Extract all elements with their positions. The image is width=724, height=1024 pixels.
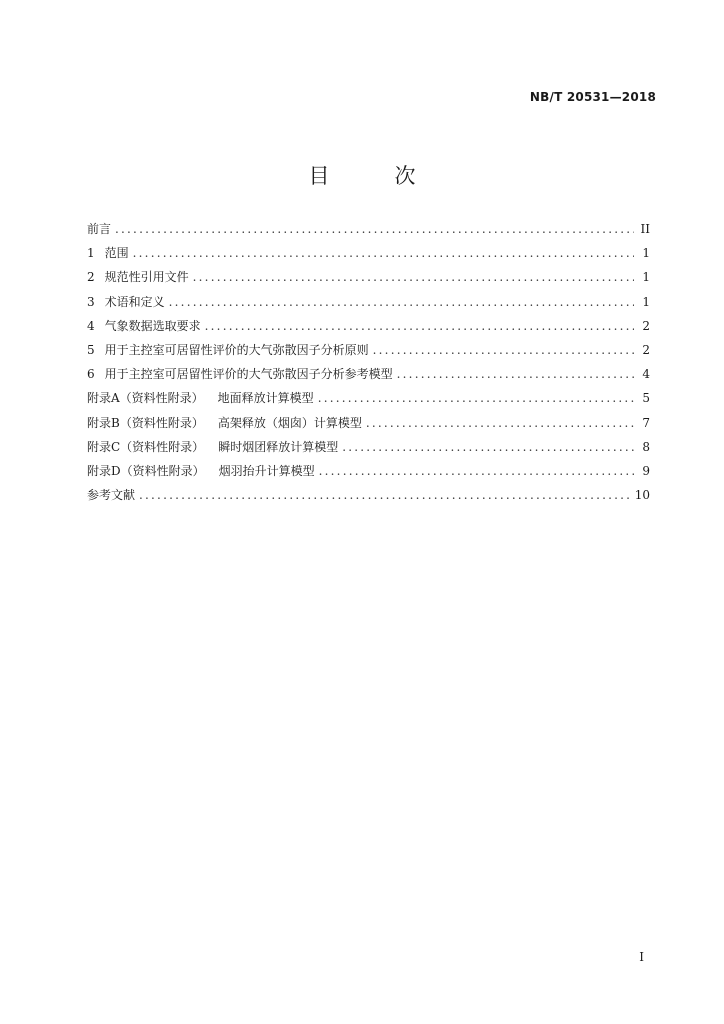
page-number: I [639, 950, 644, 964]
toc-entry-normative-references[interactable] [87, 268, 650, 292]
toc-entry-label [87, 486, 135, 503]
table-of-contents [87, 220, 650, 510]
toc-entry-label [87, 365, 393, 382]
toc-entry-page: 5 [642, 391, 650, 406]
toc-entry-page: 9 [642, 463, 650, 478]
toc-entry-page: 4 [642, 367, 650, 382]
toc-entry-analysis-principles[interactable] [87, 341, 650, 365]
toc-entry-label [87, 220, 111, 237]
toc-entry-title: 用于主控室可居留性评价的大气弥散因子分析参考模型 [104, 367, 393, 382]
toc-entry-label [87, 268, 189, 285]
toc-entry-label [87, 244, 129, 261]
toc-entry-scope[interactable] [87, 244, 650, 268]
page-title: 目 次 [308, 164, 438, 188]
toc-leader-dots [342, 440, 634, 454]
toc-entry-label [87, 462, 315, 479]
toc-entry-number: 6 [87, 367, 95, 382]
toc-entry-page: 1 [642, 246, 650, 261]
toc-entry-number: 5 [87, 342, 95, 357]
toc-entry-label [87, 389, 314, 406]
toc-entry-meteorological-data[interactable] [87, 317, 650, 341]
toc-entry-title: 气象数据选取要求 [104, 318, 201, 333]
toc-entry-label [87, 293, 165, 310]
toc-entry-foreword[interactable] [87, 220, 650, 244]
toc-entry-label [87, 341, 369, 358]
toc-entry-subtitle: 高架释放（烟囱）计算模型 [217, 415, 362, 430]
toc-entry-page: 7 [642, 415, 650, 430]
toc-leader-dots [366, 416, 634, 430]
toc-entry-title: 前言 [87, 222, 112, 236]
toc-entry-page: II [640, 222, 650, 236]
toc-leader-dots [193, 270, 634, 284]
toc-entry-number: 1 [87, 246, 95, 261]
toc-leader-dots [115, 222, 634, 236]
toc-entry-page: 10 [634, 488, 650, 503]
toc-leader-dots [397, 367, 634, 381]
toc-entry-bibliography[interactable] [87, 486, 650, 510]
toc-leader-dots [373, 343, 634, 357]
toc-entry-subtitle: 地面释放计算模型 [217, 391, 314, 406]
toc-entry-title: 附录D（资料性附录） [87, 463, 205, 478]
toc-entry-page: 2 [642, 342, 650, 357]
toc-entry-subtitle: 烟羽抬升计算模型 [218, 463, 315, 478]
toc-entry-appendix-d[interactable] [87, 462, 650, 486]
toc-entry-title: 规范性引用文件 [104, 270, 189, 285]
toc-leader-dots [133, 246, 634, 260]
toc-entry-number: 4 [87, 318, 95, 333]
toc-entry-label [87, 317, 201, 334]
toc-entry-number: 2 [87, 270, 95, 285]
toc-leader-dots [169, 295, 634, 309]
document-code: NB/T 20531—2018 [529, 90, 656, 104]
toc-entry-number: 3 [87, 294, 95, 309]
toc-entry-title: 附录C（资料性附录） [87, 439, 205, 454]
toc-entry-appendix-b[interactable] [87, 414, 650, 438]
toc-entry-terms-definitions[interactable] [87, 293, 650, 317]
toc-entry-title: 附录B（资料性附录） [87, 415, 204, 430]
toc-entry-label [87, 414, 362, 431]
toc-entry-title: 参考文献 [87, 488, 136, 503]
toc-leader-dots [319, 464, 634, 478]
toc-entry-title: 术语和定义 [104, 294, 165, 309]
toc-entry-title: 用于主控室可居留性评价的大气弥散因子分析原则 [104, 342, 369, 357]
toc-entry-page: 1 [642, 294, 650, 309]
toc-entry-page: 8 [642, 439, 650, 454]
toc-entry-subtitle: 瞬时烟团释放计算模型 [218, 439, 339, 454]
toc-entry-appendix-c[interactable] [87, 438, 650, 462]
toc-entry-reference-models[interactable] [87, 365, 650, 389]
toc-entry-appendix-a[interactable] [87, 389, 650, 413]
toc-leader-dots [139, 488, 631, 502]
toc-leader-dots [318, 391, 634, 405]
toc-leader-dots [205, 319, 634, 333]
toc-entry-page: 1 [642, 270, 650, 285]
toc-entry-page: 2 [642, 318, 650, 333]
toc-entry-title: 范围 [104, 246, 129, 261]
toc-entry-label [87, 438, 338, 455]
toc-entry-title: 附录A（资料性附录） [87, 391, 204, 406]
